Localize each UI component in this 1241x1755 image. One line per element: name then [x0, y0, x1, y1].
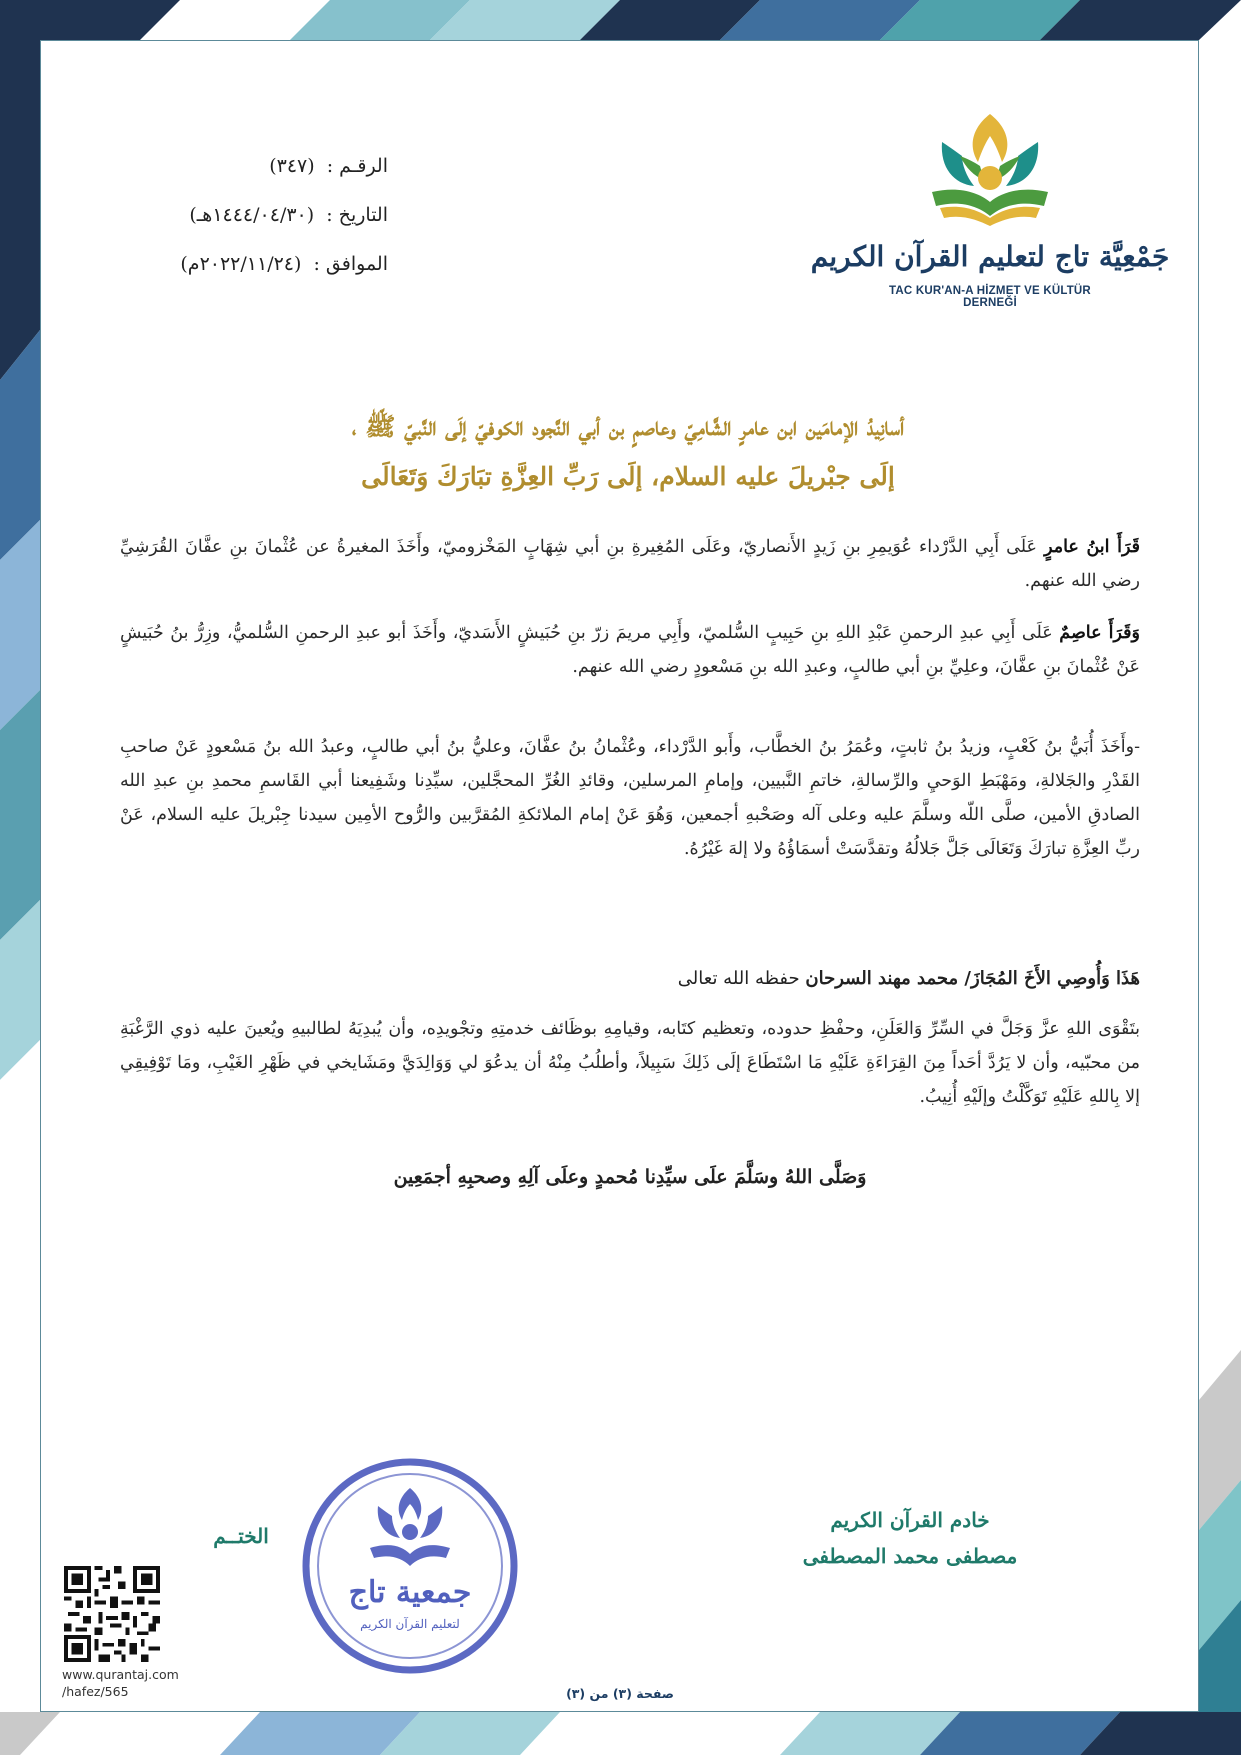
- paragraph-lead: وَقَرَأَ عاصِمٌ: [1059, 623, 1140, 643]
- document-meta: [128, 142, 388, 289]
- logo-subtitle: TAC KUR'AN-A HİZMET VE KÜLTÜR DERNEĞİ: [889, 285, 1091, 309]
- title-line-2: إلَى جبْريلَ عليه السلام، إلَى رَبِّ العِزَّةِ تبَارَكَ وَتَعَالَى: [361, 462, 895, 491]
- reference-number-row: [128, 142, 388, 191]
- logo-arabic-text: جَمْعِيَّة تاج لتعليم القرآن الكريم: [810, 240, 1170, 273]
- gregorian-date-value: (٢٠٢٢/١١/٢٤م): [180, 253, 302, 275]
- recommendation-tail: حفظه الله تعالى: [677, 968, 800, 989]
- page-number: صفحة (٣) من (٣): [566, 1686, 674, 1701]
- gregorian-date-label: الموافق :: [313, 253, 388, 275]
- hijri-date-value: (١٤٤٤/٠٤/٣٠هـ): [189, 204, 315, 226]
- document-title: [118, 402, 1138, 502]
- paragraph-text: عَلَى أَبِي عبدِ الرحمنِ عَبْدِ اللهِ بنِ حَبِيبٍ السُّلميّ، وأَبِي مريمَ زرّ بنِ حُبَيشٍ الأَسَديّ، وأَخَذَ أبو عبدِ الرحمنِ السُّلميُّ، وزِرُّ بنُ حُبَيشٍ عَنْ عُثْمانَ بنِ عفَّانَ، وعلِيِّ بنِ أبي طالبٍ، وعبدِ الله بنِ مَسْعودٍ رضي الله عنهم.: [120, 623, 1140, 677]
- stamp-main-text: جمعية تاج: [348, 1575, 472, 1610]
- verification-url[interactable]: [62, 1666, 179, 1700]
- qr-code[interactable]: [64, 1566, 160, 1662]
- gregorian-date-row: [128, 240, 388, 289]
- signatory-block: [770, 1502, 1050, 1574]
- url-domain[interactable]: www.qurantaj.com: [62, 1667, 179, 1682]
- reference-number-value: (٣٤٧): [269, 155, 315, 177]
- hijri-date-label: التاريخ :: [326, 204, 388, 226]
- organization-logo: [810, 106, 1170, 306]
- signatory-title: خادم القرآن الكريم: [830, 1508, 990, 1532]
- title-line-1: أسانِيدُ الإمامَين ابن عامرٍ الشَّامِيّ وعاصمٍ بن أبي النَّجود الكوفيّ إلَى النَّبيّ ﷺ ،: [351, 412, 905, 441]
- paragraph-chain: -وأَخَذَ أُبَيُّ بنُ كَعْبٍ، وزيدُ بنُ ثابتٍ، وعُمَرُ بنُ الخطَّاب، وأَبو الدَّرْداء، وعُثْمانُ بنُ عفَّانَ، وعليُّ بنُ أبي طالبٍ، وعبدُ الله بنُ مَسْعودٍ عَنْ صاحبِ القَدْرِ والجَلالةِ، ومَهْبَطِ الوَحيِ والرِّسالةِ، خاتمِ النَّبيين، وإمامِ المرسلين، وقائدِ الغُرِّ المحجَّلين، سيِّدِنا وشَفِيعنا أبي القَاسمِ محمدِ بنِ عبدِ الله الصادقِ الأمين، صلَّى اللّه وسلَّمَ عليه وعلى آله وصَحْبهِ أجمعين، وَهُوَ عَنْ إمام الملائكةِ المُقرَّبين والرُّوح الأمِين سيدنا جِبْريلَ عليه السلام، عَنْ ربِّ العِزَّةِ تبارَكَ وَتَعَالَى جَلَّ جَلالُهُ وتقدَّسَتْ أسمَاؤُهُ ولا إلهَ غَيْرُهُ.: [120, 737, 1140, 859]
- closing-prayer: وَصَلَّى اللهُ وسَلَّمَ علَى سيِّدِنا مُحمدٍ وعلَى آلِهِ وصحبِهِ أجمَعِين: [393, 1166, 867, 1188]
- recommendation-heading: [120, 968, 1140, 989]
- recommendation-lead: هَذَا وَأُوصِي الأَخَ المُجَازَ/ محمد مهند السرحان: [805, 968, 1140, 989]
- hijri-date-row: [128, 191, 388, 240]
- paragraph-lead: قَرَأَ ابنُ عامرٍ: [1044, 537, 1140, 557]
- paragraph-text: عَلَى أَبِي الدَّرْداء عُوَيمِرِ بنِ زَيدٍ الأَنصاريّ، وعَلَى المُغِيرةِ بنِ أبي شِهَابٍ المَخْزوميّ، وأَخَذَ المغيرةُ عن عُثْمانَ بنِ عفَّانَ القُرَشِيِّ رضي الله عنهم.: [120, 537, 1140, 591]
- signatory-name: مصطفى محمد المصطفى: [802, 1544, 1018, 1568]
- official-stamp: [296, 1452, 524, 1680]
- paragraph-advice: بتَقْوَى اللهِ عزَّ وَجَلَّ في السِّرِّ وَالعَلَنِ، وحفْظِ حدوده، وتعظيم كتَابه، وقيامِهِ بوظَائف خدمتِهِ وتجْويدِه، وأن يُبدِيَهُ لطالبيهِ ويُعينَ عليه ذوي الرَّغْبَةِ من محبّيه، وأن لا يَرُدَّ أحَداً مِنَ القِرَاءَةِ عَلَيْهِ مَا اسْتَطَاعَ إلَى ذَلِكَ سَبِيلاً، وأطلُبُ مِنْهُ أن يدعُوَ لي وَوَالِدَيَّ ومَشَايخي في ظَهْرِ الغَيْبِ، ومَا تَوْفِيقِي إلا بِاللهِ عَلَيْهِ تَوَكَّلْتُ وإلَيْهِ أُنِيبُ.: [120, 1019, 1140, 1107]
- stamp-sub-text: لتعليم القرآن الكريم: [360, 1617, 460, 1631]
- paragraph-asim: [120, 616, 1140, 684]
- url-path[interactable]: /hafez/565: [62, 1684, 129, 1699]
- stamp-label: الختــم: [213, 1524, 269, 1548]
- paragraph-ibn-amir: [120, 530, 1140, 598]
- reference-number-label: الرقـم :: [326, 155, 388, 177]
